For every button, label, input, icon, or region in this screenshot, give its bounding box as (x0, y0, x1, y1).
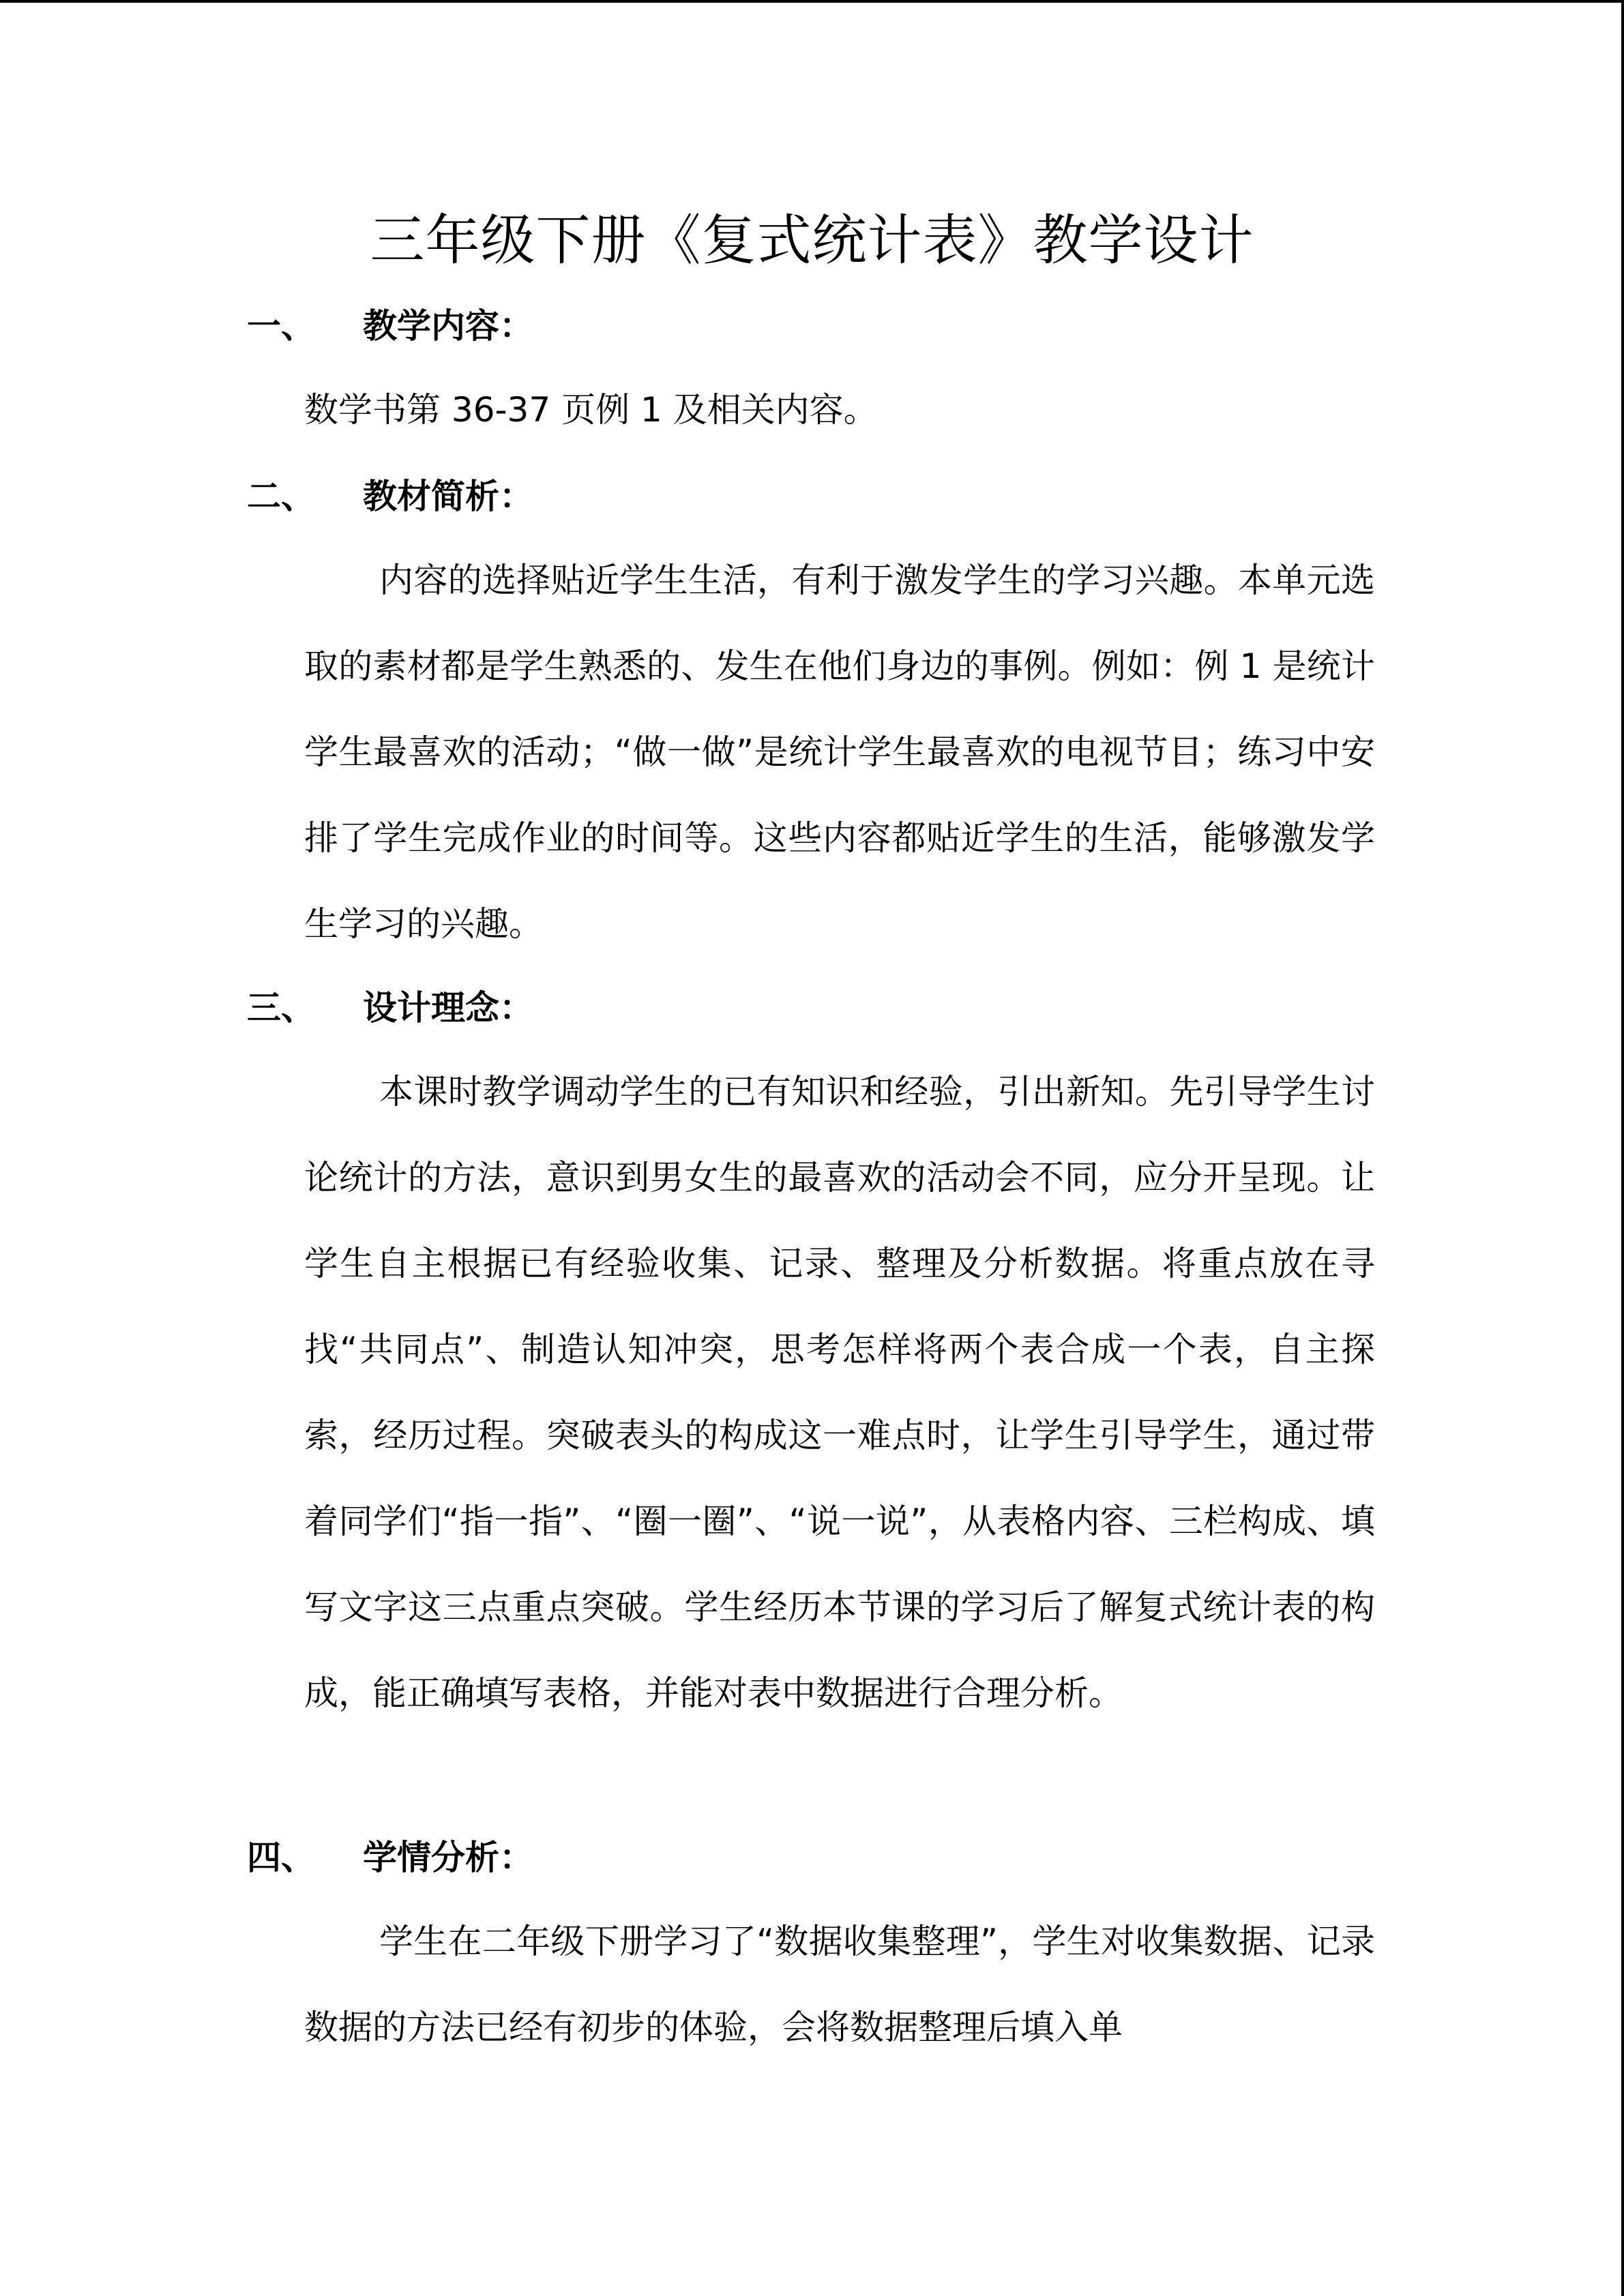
section-body-4: 学生在二年级下册学习了“数据收集整理”，学生对收集数据、记录数据的方法已经有初步的体验，会将数据整理后填入单 (304, 1922, 1375, 2047)
page-border-right (1621, 0, 1624, 2296)
section-heading-1 (247, 299, 533, 353)
section-heading-4 (247, 1830, 533, 1885)
section-title-2: 教材简析： (363, 477, 533, 516)
section-title-1: 教学内容： (363, 306, 533, 346)
section-number-2: 二、 (247, 477, 315, 516)
section-title-4: 学情分析： (363, 1838, 533, 1877)
page-border-top (0, 0, 1624, 3)
document-title: 三年级下册《复式统计表》教学设计 (370, 209, 1254, 272)
section-number-3: 三、 (247, 988, 315, 1028)
section-heading-2 (247, 469, 533, 524)
section-title-3: 设计理念： (363, 988, 533, 1028)
section-body-3: 本课时教学调动学生的已有知识和经验，引出新知。先引导学生讨论统计的方法，意识到男女生的最喜欢的活动会不同，应分开呈现。让学生自主根据已有经验收集、记录、整理及分析数据。将重点放在寻找“共同点”、制造认知冲突，思考怎样将两个表合成一个表，自主探索，经历过程。突破表头的构成这一难点时，让学生引导学生，通过带着同学们“指一指”、“圈一圈”、“说一说”，从表格内容、三栏构成、填写文字这三点重点突破。学生经历本节课的学习后了解复式统计表的构成，能正确填写表格，并能对表中数据进行合理分析。 (304, 1072, 1375, 1713)
section-number-4: 四、 (247, 1838, 315, 1877)
section-body-1: 数学书第 36-37 页例 1 及相关内容。 (304, 390, 878, 430)
section-body-2: 内容的选择贴近学生生活，有利于激发学生的学习兴趣。本单元选取的素材都是学生熟悉的、发生在他们身边的事例。例如：例 1 是统计学生最喜欢的活动；“做一做”是统计学生最喜欢的电视节目；练习中安排了学生完成作业的时间等。这些内容都贴近学生的生活，能够激发学生学习的兴趣。 (304, 561, 1375, 944)
section-heading-3 (247, 981, 533, 1035)
section-number-1: 一、 (247, 306, 315, 346)
